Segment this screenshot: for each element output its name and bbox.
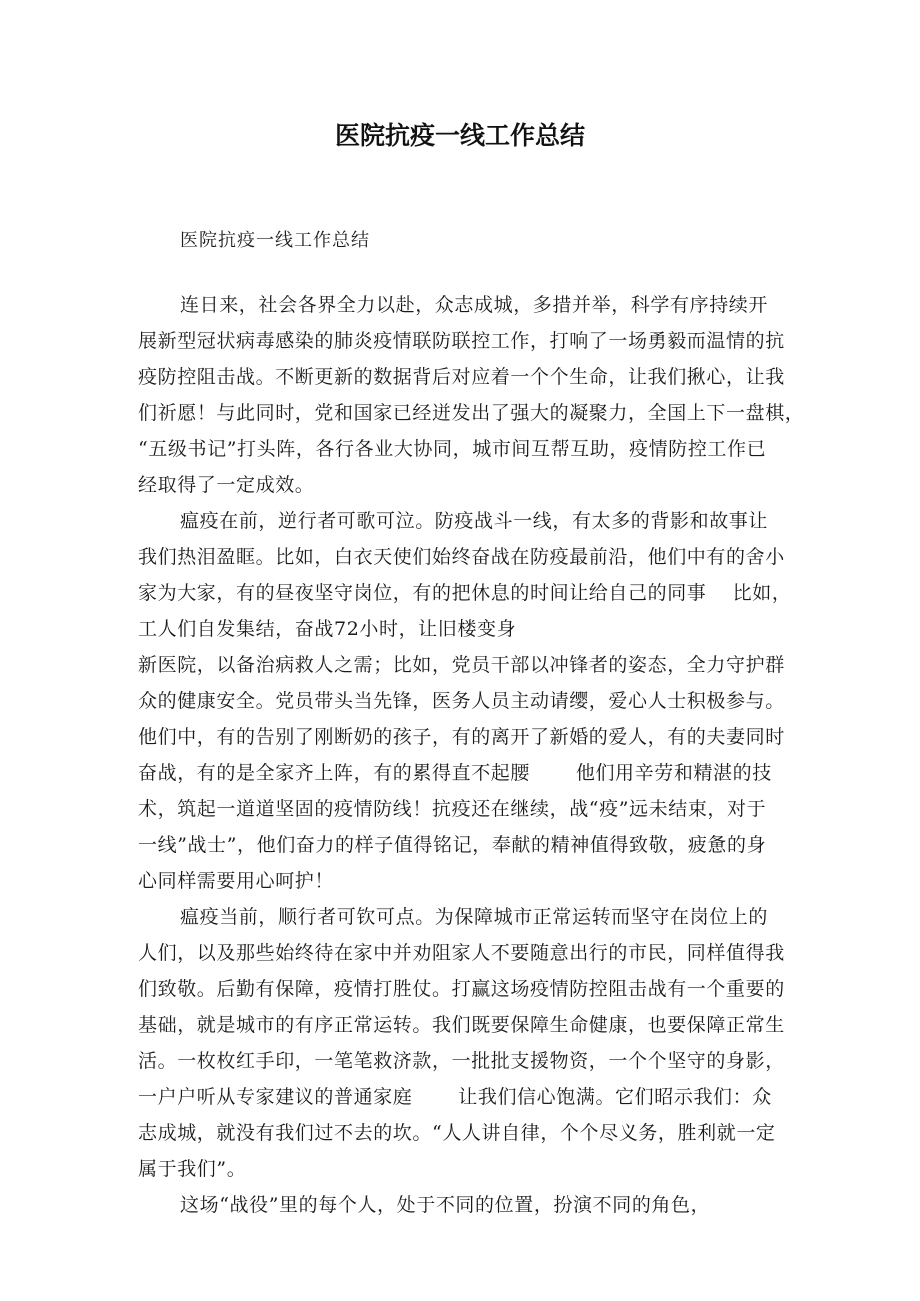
body-line: 心同样需要用心呵护！ <box>138 870 335 892</box>
body-line: 奋战，有的是全家齐上阵，有的累得直不起腰 他们用辛劳和精湛的技 <box>138 762 772 784</box>
body-line: 众的健康安全。党员带头当先锋，医务人员主动请缨，爱心人士积极参与。 <box>138 690 785 712</box>
body-line: 们祈愿！与此同时，党和国家已经迸发出了强大的凝聚力，全国上下一盘棋， <box>138 402 805 424</box>
body-line: 这场“战役”里的每个人，处于不同的位置，扮演不同的角色， <box>180 1194 711 1216</box>
body-line: 人们，以及那些始终待在家中并劝阻家人不要随意出行的市民，同样值得我 <box>138 942 785 964</box>
body-line: 家为大家，有的昼夜坚守岗位，有的把休息的时间让给自己的同事 比如， <box>138 582 792 604</box>
body-line: 展新型冠状病毒感染的肺炎疫情联防联控工作，打响了一场勇毅而温情的抗 <box>138 330 785 352</box>
body-line: 一线”战士”，他们奋力的样子值得铭记，奉献的精神值得致敬，疲惫的身 <box>138 834 767 856</box>
body-line: “五级书记”打头阵，各行各业大协同，城市间互帮互助，疫情防控工作已 <box>138 438 767 460</box>
body-line: 新医院，以备治病救人之需；比如，党员干部以冲锋者的姿态，全力守护群 <box>138 654 785 676</box>
document-subtitle: 医院抗疫一线工作总结 <box>180 230 370 251</box>
body-line: 连日来，社会各界全力以赴，众志成城，多措并举，科学有序持续开 <box>180 294 769 316</box>
document-title: 医院抗疫一线工作总结 <box>334 121 585 150</box>
body-line: 我们热泪盈眶。比如，白衣天使们始终奋战在防疫最前沿，他们中有的舍小 <box>138 546 785 568</box>
body-line: 活。一枚枚红手印，一笔笔救济款，一批批支援物资，一个个坚守的身影， <box>138 1050 785 1072</box>
body-line: 工人们自发集结，奋战72小时，让旧楼变身 <box>138 618 517 640</box>
body-line: 们致敬。后勤有保障，疫情打胜仗。打赢这场疫情防控阻击战有一个重要的 <box>138 978 785 1000</box>
body-line: 术，筑起一道道坚固的疫情防线！抗疫还在继续，战“疫”远未结束，对于 <box>138 798 767 820</box>
body-line: 瘟疫在前，逆行者可歌可泣。防疫战斗一线，有太多的背影和故事让 <box>180 510 769 532</box>
body-line: 他们中，有的告别了刚断奶的孩子，有的离开了新婚的爱人，有的夫妻同时 <box>138 726 785 748</box>
body-line: 志成城，就没有我们过不去的坎。“人人讲自律，个个尽义务，胜利就一定 <box>138 1122 776 1144</box>
body-line: 经取得了一定成效。 <box>138 474 315 496</box>
body-line: 基础，就是城市的有序正常运转。我们既要保障生命健康，也要保障正常生 <box>138 1014 785 1036</box>
body-line: 属于我们”。 <box>138 1158 247 1180</box>
body-line: 疫防控阻击战。不断更新的数据背后对应着一个个生命，让我们揪心，让我 <box>138 366 785 388</box>
body-line: 一户户听从专家建议的普通家庭 让我们信心饱满。它们昭示我们：众 <box>138 1086 772 1108</box>
body-line: 瘟疫当前，顺行者可钦可点。为保障城市正常运转而坚守在岗位上的 <box>180 906 769 928</box>
